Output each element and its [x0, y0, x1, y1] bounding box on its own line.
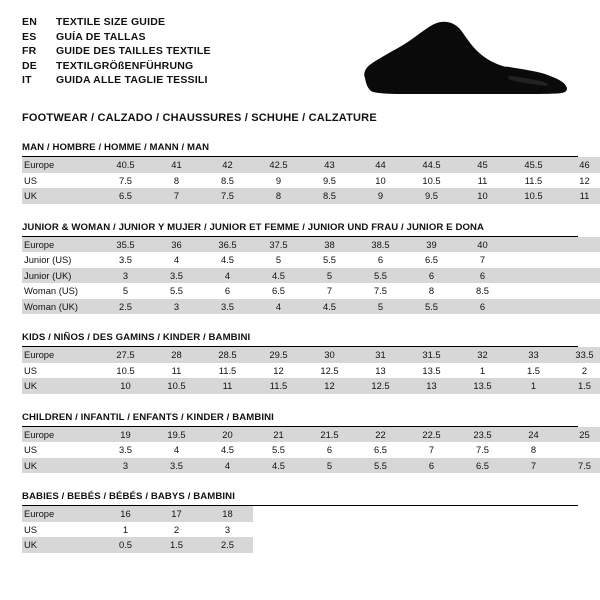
size-cell: 25: [559, 427, 600, 443]
size-table: [22, 506, 600, 553]
size-cell: 32: [457, 347, 508, 363]
language-code: DE: [22, 59, 37, 72]
size-table: [22, 237, 600, 315]
size-cell: [508, 237, 559, 253]
size-cell: [559, 537, 600, 553]
size-cell: 1: [508, 378, 559, 394]
size-block-babies: [22, 491, 578, 553]
size-cell: 4.5: [253, 458, 304, 474]
size-cell: 5.5: [151, 283, 202, 299]
row-label: US: [22, 522, 100, 538]
size-cell: 28: [151, 347, 202, 363]
size-cell: 6: [457, 268, 508, 284]
size-cell: 9.5: [406, 188, 457, 204]
size-cell: 11.5: [508, 173, 559, 189]
document-header: [22, 16, 578, 98]
row-label: UK: [22, 378, 100, 394]
row-label: US: [22, 173, 100, 189]
size-cell: 39: [406, 237, 457, 253]
size-cell: 8: [508, 442, 559, 458]
size-cell: 22: [355, 427, 406, 443]
size-cell: 7.5: [100, 173, 151, 189]
size-cell: 10: [457, 188, 508, 204]
size-cell: 37.5: [253, 237, 304, 253]
size-cell: 4: [253, 299, 304, 315]
size-block-man: [22, 142, 590, 204]
size-cell: [457, 537, 508, 553]
block-heading: BABIES / BEBÉS / BÉBÉS / BABYS / BAMBINI: [22, 491, 578, 506]
size-cell: 4: [151, 442, 202, 458]
block-heading: CHILDREN / INFANTIL / ENFANTS / KINDER / BAMBINI: [22, 412, 578, 427]
size-cell: [508, 506, 559, 522]
row-label: UK: [22, 537, 100, 553]
size-cell: 10.5: [406, 173, 457, 189]
size-cell: 11: [151, 363, 202, 379]
size-cell: [253, 506, 304, 522]
size-cell: 5.5: [304, 252, 355, 268]
language-row: [22, 45, 211, 60]
size-cell: 38.5: [355, 237, 406, 253]
language-code: IT: [22, 74, 32, 86]
size-cell: 1.5: [559, 378, 600, 394]
size-cell: 8: [406, 283, 457, 299]
size-cell: 8.5: [202, 173, 253, 189]
size-cell: 7: [406, 442, 457, 458]
size-cell: 7.5: [457, 442, 508, 458]
size-cell: 45: [457, 157, 508, 173]
size-cell: [457, 506, 508, 522]
size-cell: [406, 522, 457, 538]
size-cell: 38: [304, 237, 355, 253]
size-cell: 35.5: [100, 237, 151, 253]
size-cell: 7: [457, 252, 508, 268]
size-cell: 6.5: [457, 458, 508, 474]
table-row: [22, 537, 600, 553]
size-cell: 19.5: [151, 427, 202, 443]
size-cell: 4: [151, 252, 202, 268]
size-cell: 3.5: [202, 299, 253, 315]
size-cell: 3.5: [151, 458, 202, 474]
size-cell: [508, 299, 559, 315]
size-cell: [559, 268, 600, 284]
size-cell: 3: [151, 299, 202, 315]
size-cell: 4: [202, 268, 253, 284]
size-cell: 33.5: [559, 347, 600, 363]
size-cell: 6: [457, 299, 508, 315]
size-cell: [508, 252, 559, 268]
size-cell: 6: [304, 442, 355, 458]
size-cell: 13: [406, 378, 457, 394]
size-cell: 10: [100, 378, 151, 394]
size-cell: 11.5: [202, 363, 253, 379]
size-cell: 45.5: [508, 157, 559, 173]
row-label: Europe: [22, 237, 100, 253]
language-title: GUÍA DE TALLAS: [56, 30, 146, 43]
size-cell: 3.5: [100, 252, 151, 268]
size-cell: 13.5: [406, 363, 457, 379]
size-cell: 11: [202, 378, 253, 394]
size-cell: 11.5: [253, 378, 304, 394]
page-title: FOOTWEAR / CALZADO / CHAUSSURES / SCHUHE / CALZATURE: [22, 112, 377, 124]
table-row: [22, 378, 600, 394]
size-cell: 44: [355, 157, 406, 173]
language-row: [22, 60, 211, 75]
language-code: FR: [22, 45, 37, 57]
row-label: Europe: [22, 427, 100, 443]
size-cell: 10: [355, 173, 406, 189]
size-cell: 2: [151, 522, 202, 538]
size-cell: 23.5: [457, 427, 508, 443]
size-table: [22, 347, 600, 394]
size-cell: 8.5: [457, 283, 508, 299]
size-cell: 9: [253, 173, 304, 189]
size-cell: 3: [100, 268, 151, 284]
size-cell: 3: [100, 458, 151, 474]
size-cell: 11: [559, 188, 600, 204]
size-cell: 7.5: [202, 188, 253, 204]
size-cell: [508, 522, 559, 538]
size-cell: 7.5: [355, 283, 406, 299]
size-cell: 5: [253, 252, 304, 268]
size-cell: 16: [100, 506, 151, 522]
size-cell: 31: [355, 347, 406, 363]
size-table: [22, 427, 600, 474]
size-cell: 6.5: [406, 252, 457, 268]
size-cell: 7: [304, 283, 355, 299]
size-cell: 36: [151, 237, 202, 253]
row-label: Junior (UK): [22, 268, 100, 284]
size-cell: 8: [253, 188, 304, 204]
size-cell: 8: [151, 173, 202, 189]
size-cell: 0.5: [100, 537, 151, 553]
block-heading: KIDS / NIÑOS / DES GAMINS / KINDER / BAMBINI: [22, 332, 578, 347]
size-cell: 10.5: [100, 363, 151, 379]
size-cell: 7.5: [559, 458, 600, 474]
size-cell: [355, 506, 406, 522]
size-cell: 4.5: [253, 268, 304, 284]
table-row: [22, 252, 600, 268]
size-cell: 40.5: [100, 157, 151, 173]
table-row: [22, 442, 600, 458]
size-cell: 42.5: [253, 157, 304, 173]
language-title: GUIDE DES TAILLES TEXTILE: [56, 45, 211, 57]
language-code: ES: [22, 30, 37, 43]
size-block-kids: [22, 332, 594, 394]
size-cell: [559, 522, 600, 538]
size-cell: 12: [304, 378, 355, 394]
table-row: [22, 427, 600, 443]
size-cell: 6: [202, 283, 253, 299]
row-label: Woman (UK): [22, 299, 100, 315]
size-cell: 6.5: [100, 188, 151, 204]
size-cell: [253, 537, 304, 553]
size-cell: 11: [457, 173, 508, 189]
size-cell: 8.5: [304, 188, 355, 204]
row-label: UK: [22, 458, 100, 474]
table-row: [22, 268, 600, 284]
row-label: Europe: [22, 506, 100, 522]
size-cell: 3.5: [151, 268, 202, 284]
size-cell: 21.5: [304, 427, 355, 443]
size-cell: 1.5: [151, 537, 202, 553]
size-cell: [559, 506, 600, 522]
size-cell: 5.5: [253, 442, 304, 458]
table-row: [22, 188, 600, 204]
size-cell: [508, 537, 559, 553]
size-cell: 3.5: [100, 442, 151, 458]
size-cell: 6.5: [355, 442, 406, 458]
size-cell: [508, 268, 559, 284]
table-row: [22, 522, 600, 538]
size-cell: 4: [202, 458, 253, 474]
language-title-list: [22, 16, 211, 89]
size-cell: 1: [457, 363, 508, 379]
size-block-children: [22, 411, 592, 474]
size-cell: [304, 522, 355, 538]
size-block-junior-woman: [22, 222, 578, 315]
size-cell: [559, 252, 600, 268]
row-label: US: [22, 442, 100, 458]
size-cell: 5: [100, 283, 151, 299]
size-cell: 2.5: [100, 299, 151, 315]
size-cell: 13.5: [457, 378, 508, 394]
row-label: Europe: [22, 347, 100, 363]
table-row: [22, 347, 600, 363]
size-cell: [304, 537, 355, 553]
size-cell: 4.5: [202, 442, 253, 458]
size-cell: 21: [253, 427, 304, 443]
size-cell: 12.5: [355, 378, 406, 394]
size-cell: 6: [355, 252, 406, 268]
size-cell: 40: [457, 237, 508, 253]
table-row: [22, 363, 600, 379]
table-row: [22, 237, 600, 253]
size-cell: 5: [304, 458, 355, 474]
size-cell: 31.5: [406, 347, 457, 363]
size-cell: 2: [559, 363, 600, 379]
size-cell: [559, 237, 600, 253]
size-cell: [559, 442, 600, 458]
table-row: [22, 283, 600, 299]
size-cell: 17: [151, 506, 202, 522]
size-table: [22, 157, 600, 204]
size-cell: 33: [508, 347, 559, 363]
size-cell: 27.5: [100, 347, 151, 363]
row-label: Europe: [22, 157, 100, 173]
size-cell: [406, 537, 457, 553]
language-row: [22, 16, 211, 31]
size-cell: 10.5: [508, 188, 559, 204]
size-cell: 5.5: [406, 299, 457, 315]
size-cell: 2.5: [202, 537, 253, 553]
block-heading: MAN / HOMBRE / HOMME / MANN / MAN: [22, 142, 578, 157]
size-cell: [406, 506, 457, 522]
table-row: [22, 157, 600, 173]
row-label: Junior (US): [22, 252, 100, 268]
language-title: TEXTILGRÖßENFÜHRUNG: [56, 59, 194, 72]
size-cell: [355, 522, 406, 538]
size-cell: 5: [304, 268, 355, 284]
dress-shoe-icon: [359, 18, 574, 98]
size-cell: 24: [508, 427, 559, 443]
size-cell: 43: [304, 157, 355, 173]
language-row: [22, 31, 211, 46]
size-cell: 5.5: [355, 268, 406, 284]
size-cell: 30: [304, 347, 355, 363]
table-row: [22, 299, 600, 315]
size-cell: 36.5: [202, 237, 253, 253]
size-cell: 7: [508, 458, 559, 474]
block-heading: JUNIOR & WOMAN / JUNIOR Y MUJER / JUNIOR ET FEMME / JUNIOR UND FRAU / JUNIOR E DONA: [22, 222, 578, 237]
size-cell: 19: [100, 427, 151, 443]
size-cell: 12: [559, 173, 600, 189]
size-cell: 10.5: [151, 378, 202, 394]
size-cell: [508, 283, 559, 299]
size-cell: 9: [355, 188, 406, 204]
size-cell: 29.5: [253, 347, 304, 363]
size-cell: 3: [202, 522, 253, 538]
size-cell: 18: [202, 506, 253, 522]
size-cell: [355, 537, 406, 553]
size-cell: [559, 283, 600, 299]
size-cell: [253, 522, 304, 538]
table-row: [22, 173, 600, 189]
size-cell: 12: [253, 363, 304, 379]
size-cell: 13: [355, 363, 406, 379]
size-cell: 20: [202, 427, 253, 443]
size-cell: 6: [406, 268, 457, 284]
size-cell: 46: [559, 157, 600, 173]
row-label: Woman (US): [22, 283, 100, 299]
row-label: UK: [22, 188, 100, 204]
language-code: EN: [22, 16, 37, 28]
language-title: GUIDA ALLE TAGLIE TESSILI: [56, 74, 208, 86]
row-label: US: [22, 363, 100, 379]
size-cell: 44.5: [406, 157, 457, 173]
size-cell: 5: [355, 299, 406, 315]
size-cell: [559, 299, 600, 315]
size-cell: 42: [202, 157, 253, 173]
size-cell: 7: [151, 188, 202, 204]
size-cell: 5.5: [355, 458, 406, 474]
size-cell: 4.5: [304, 299, 355, 315]
size-cell: 1: [100, 522, 151, 538]
size-cell: [457, 522, 508, 538]
table-row: [22, 506, 600, 522]
language-title: TEXTILE SIZE GUIDE: [56, 16, 166, 28]
size-cell: 4.5: [202, 252, 253, 268]
size-cell: 12.5: [304, 363, 355, 379]
language-row: [22, 74, 211, 89]
table-row: [22, 458, 600, 474]
size-cell: 41: [151, 157, 202, 173]
size-cell: 6: [406, 458, 457, 474]
size-cell: 6.5: [253, 283, 304, 299]
size-cell: 28.5: [202, 347, 253, 363]
size-cell: 1.5: [508, 363, 559, 379]
size-cell: [304, 506, 355, 522]
size-cell: 22.5: [406, 427, 457, 443]
size-cell: 9.5: [304, 173, 355, 189]
